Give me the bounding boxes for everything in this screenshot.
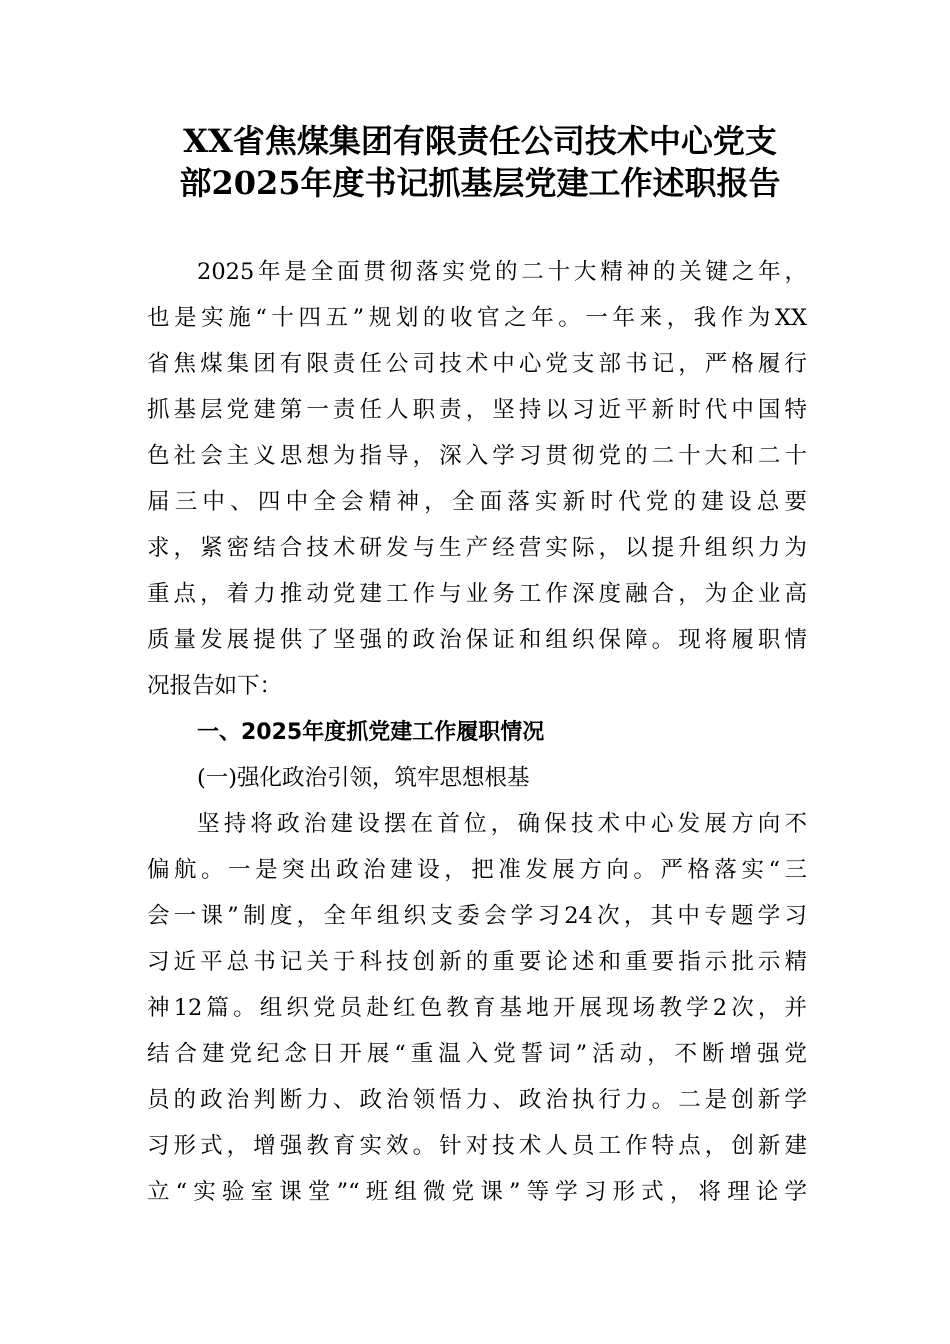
intro-line: 求，紧密结合技术研发与生产经营实际，以提升组织力为 xyxy=(147,535,807,561)
body-line: 员的政治判断力、政治领悟力、政治执行力。二是创新学 xyxy=(147,1087,807,1113)
body-line: 神12篇。组织党员赴红色教育基地开展现场教学2次，并 xyxy=(147,995,807,1021)
body-line: 习近平总书记关于科技创新的重要论述和重要指示批示精 xyxy=(147,949,807,975)
intro-line: 重点，着力推动党建工作与业务工作深度融合，为企业高 xyxy=(147,581,807,607)
body-line: 习形式，增强教育实效。针对技术人员工作特点，创新建 xyxy=(147,1133,807,1159)
subsection-heading: (一)强化政治引领，筑牢思想根基 xyxy=(197,765,530,791)
intro-line: 省焦煤集团有限责任公司技术中心党支部书记，严格履行 xyxy=(147,351,807,377)
body-line: 立“实验室课堂”“班组微党课”等学习形式，将理论学 xyxy=(147,1179,807,1205)
body-line: 结合建党纪念日开展“重温入党誓词”活动，不断增强党 xyxy=(147,1041,807,1067)
intro-line: 届三中、四中全会精神，全面落实新时代党的建设总要 xyxy=(147,489,807,515)
intro-line: 抓基层党建第一责任人职责，坚持以习近平新时代中国特 xyxy=(147,397,807,423)
intro-line: 色社会主义思想为指导，深入学习贯彻党的二十大和二十 xyxy=(147,443,807,469)
intro-line: 也是实施“十四五”规划的收官之年。一年来，我作为XX xyxy=(147,305,807,331)
document-title-line-2: 部2025年度书记抓基层党建工作述职报告 xyxy=(179,164,781,202)
body-line: 偏航。一是突出政治建设，把准发展方向。严格落实“三 xyxy=(147,857,807,883)
body-line: 坚持将政治建设摆在首位，确保技术中心发展方向不 xyxy=(197,811,807,837)
intro-line: 况报告如下： xyxy=(147,673,283,699)
intro-line: 2025年是全面贯彻落实党的二十大精神的关键之年， xyxy=(197,259,807,285)
intro-line: 质量发展提供了坚强的政治保证和组织保障。现将履职情 xyxy=(147,627,807,653)
body-line: 会一课”制度，全年组织支委会学习24次，其中专题学习 xyxy=(147,903,807,929)
section-heading: 一、2025年度抓党建工作履职情况 xyxy=(197,720,545,745)
document-title-line-1: XX省焦煤集团有限责任公司技术中心党支 xyxy=(183,122,777,160)
